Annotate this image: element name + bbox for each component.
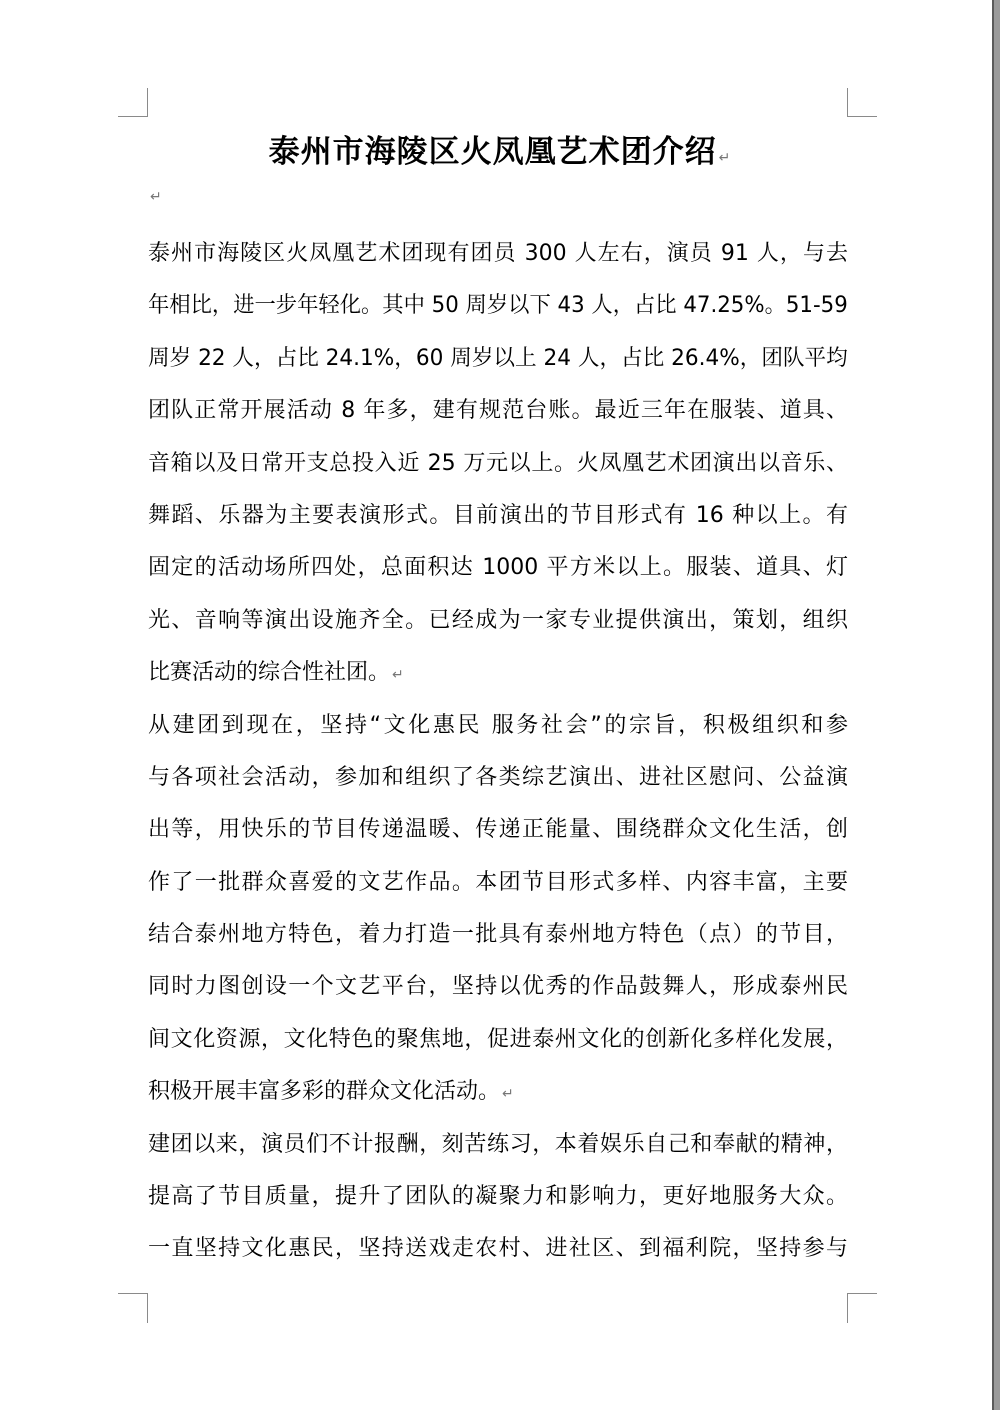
text-line [148,1119,848,1171]
crop-mark-top-left-h [118,116,148,117]
text-line [148,280,848,332]
line-text: 与各项社会活动，参加和组织了各类综艺演出、进社区慰问、公益演 [148,764,848,790]
paragraph-mark-icon: ↵ [392,667,404,684]
text-line [148,804,848,856]
line-text: 周岁 22 人，占比 24.1%，60 周岁以上 24 人，占比 26.4%，团队平均 [148,345,848,371]
text-line [148,647,848,699]
document-title[interactable] [0,126,1000,171]
line-text: 音箱以及日常开支总投入近 25 万元以上。火凤凰艺术团演出以音乐、 [148,450,848,476]
line-text: 舞蹈、乐器为主要表演形式。目前演出的节目形式有 16 种以上。有 [148,502,848,528]
line-text: 光、音响等演出设施齐全。已经成为一家专业提供演出，策划，组织 [148,607,848,633]
crop-mark-top-left-v [147,88,148,117]
line-text: 作了一批群众喜爱的文艺作品。本团节目形式多样、内容丰富，主要 [148,869,848,895]
text-line [148,333,848,385]
text-line [148,1014,848,1066]
crop-mark-bottom-left-h [118,1293,148,1294]
paragraph-mark-icon: ↵ [502,1086,514,1103]
text-line [148,857,848,909]
document-body[interactable] [148,228,848,1276]
crop-mark-bottom-right-h [847,1293,877,1294]
text-line [148,228,848,280]
text-line [148,595,848,647]
text-line [148,385,848,437]
paragraph-mark-icon: ↵ [718,150,732,166]
line-text: 建团以来，演员们不计报酬，刻苦练习，本着娱乐自己和奉献的精神， [148,1131,848,1157]
line-text: 泰州市海陵区火凤凰艺术团现有团员 300 人左右，演员 91 人，与去 [148,241,848,266]
line-text: 从建团到现在，坚持“文化惠民 服务社会”的宗旨，积极组织和参 [148,712,848,738]
line-text: 年相比，进一步年轻化。其中 50 周岁以下 43 人，占比 47.25%。51-59 [148,293,848,319]
text-line [148,1223,848,1275]
empty-paragraph[interactable] [148,186,162,205]
line-text: 提高了节目质量，提升了团队的凝聚力和影响力，更好地服务大众。 [148,1184,848,1210]
line-text: 积极开展丰富多彩的群众文化活动。 [148,1079,501,1105]
document-title-text: 泰州市海陵区火凤凰艺术团介绍 [268,134,717,170]
crop-mark-top-right-v [847,88,848,117]
text-line [148,700,848,752]
line-text: 一直坚持文化惠民，坚持送戏走农村、进社区、到福利院，坚持参与 [148,1236,848,1262]
text-line [148,490,848,542]
text-line [148,909,848,961]
window-scroll-edge [994,0,1000,1410]
text-line [148,1066,848,1118]
line-text: 比赛活动的综合性社团。 [148,660,391,686]
crop-mark-top-right-h [847,116,877,117]
crop-mark-bottom-left-v [147,1293,148,1323]
line-text: 间文化资源，文化特色的聚焦地，促进泰州文化的创新化多样化发展， [148,1026,848,1052]
line-text: 出等，用快乐的节目传递温暖、传递正能量、围绕群众文化生活，创 [148,817,848,843]
line-text: 团队正常开展活动 8 年多，建有规范台账。最近三年在服装、道具、 [148,398,848,424]
text-line [148,542,848,594]
text-line [148,438,848,490]
text-line [148,752,848,804]
line-text: 结合泰州地方特色，着力打造一批具有泰州地方特色（点）的节目， [148,922,848,948]
text-line [148,1171,848,1223]
paragraph-mark-icon: ↵ [150,189,162,205]
line-text: 固定的活动场所四处，总面积达 1000 平方米以上。服装、道具、灯 [148,555,848,581]
text-line [148,961,848,1013]
crop-mark-bottom-right-v [847,1293,848,1323]
line-text: 同时力图创设一个文艺平台，坚持以优秀的作品鼓舞人，形成泰州民 [148,974,848,1000]
